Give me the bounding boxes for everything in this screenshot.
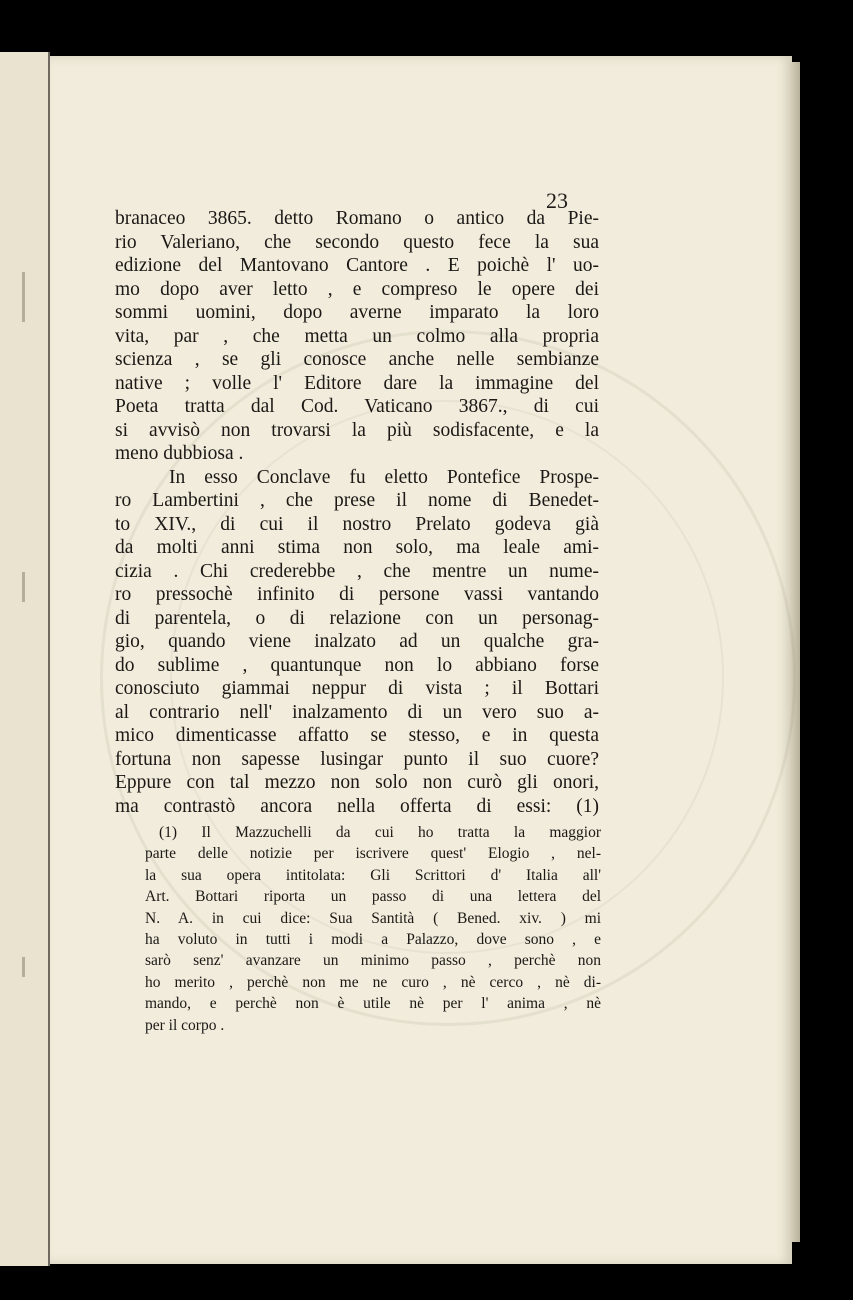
body-line: rio Valeriano, che secondo questo fece la sua xyxy=(115,231,599,253)
body-line: si avvisò non trovarsi la più sodisfacente, e la xyxy=(115,419,599,441)
page-edge xyxy=(790,62,800,1242)
body-line: Eppure con tal mezzo non solo non curò gli onori, xyxy=(115,772,599,793)
body-line: gio, quando viene inalzato ad un qualche gra- xyxy=(115,631,599,652)
footnote-line: per il corpo . xyxy=(145,1016,225,1034)
body-line: mo dopo aver letto , e compreso le opere dei xyxy=(115,278,599,300)
footnote-line: (1) Il Mazzuchelli da cui ho tratta la maggior xyxy=(159,824,601,841)
body-line: meno dubbiosa . xyxy=(115,443,244,464)
body-line: mico dimenticasse affatto se stesso, e in questa xyxy=(115,725,599,746)
body-line: conosciuto giammai neppur di vista ; il Bottari xyxy=(115,678,599,699)
body-text xyxy=(115,207,599,818)
footnote xyxy=(145,822,601,1036)
body-line: da molti anni stima non solo, ma leale ami- xyxy=(115,537,599,558)
body-line: vita, par , che metta un colmo alla propria xyxy=(115,325,599,347)
body-line: Poeta tratta dal Cod. Vaticano 3867., di cui xyxy=(115,396,599,417)
body-line: do sublime , quantunque non lo abbiano forse xyxy=(115,654,599,676)
body-line: di parentela, o di relazione con un personag- xyxy=(115,607,599,629)
binding-mark xyxy=(22,572,25,602)
body-line: ma contrastò ancora nella offerta di essi: (1) xyxy=(115,795,599,817)
body-line: native ; volle l' Editore dare la immagine del xyxy=(115,372,599,394)
facing-page-edge xyxy=(0,52,50,1266)
footnote-line: N. A. in cui dice: Sua Santità ( Bened. xiv. ) mi xyxy=(145,909,601,927)
footnote-line: ha voluto in tutti i modi a Palazzo, dove sono , e xyxy=(145,930,601,948)
body-line: ro Lambertini , che prese il nome di Benedet- xyxy=(115,490,599,511)
body-line: In esso Conclave fu eletto Pontefice Prospe- xyxy=(169,466,599,488)
binding-mark xyxy=(22,957,25,977)
footnote-line: sarò senz' avanzare un minimo passo , perchè non xyxy=(145,952,601,970)
footnote-line: parte delle notizie per iscrivere quest' Elogio , nel- xyxy=(145,845,601,863)
page-number: 23 xyxy=(546,188,568,213)
body-line: edizione del Mantovano Cantore . E poichè l' uo- xyxy=(115,255,599,276)
binding-mark xyxy=(22,272,25,322)
body-line: scienza , se gli conosce anche nelle sembianze xyxy=(115,349,599,370)
footnote-line: ho merito , perchè non me ne curo , nè cerco , nè di- xyxy=(145,973,601,991)
body-line: ro pressochè infinito di persone vassi vantando xyxy=(115,584,599,605)
body-line: cizia . Chi crederebbe , che mentre un nume- xyxy=(115,560,599,582)
body-line: to XIV., di cui il nostro Prelato godeva già xyxy=(115,513,599,535)
body-line: sommi uomini, dopo averne imparato la loro xyxy=(115,302,599,323)
body-line: branaceo 3865. detto Romano o antico da Pie- xyxy=(115,208,599,229)
footnote-line: mando, e perchè non è utile nè per l' anima , nè xyxy=(145,995,601,1013)
footnote-line: la sua opera intitolata: Gli Scrittori d' Italia all' xyxy=(145,866,601,884)
body-line: al contrario nell' inalzamento di un vero suo a- xyxy=(115,701,599,723)
footnote-line: Art. Bottari riporta un passo di una lettera del xyxy=(145,888,601,906)
body-line: fortuna non sapesse lusingar punto il suo cuore? xyxy=(115,748,599,770)
